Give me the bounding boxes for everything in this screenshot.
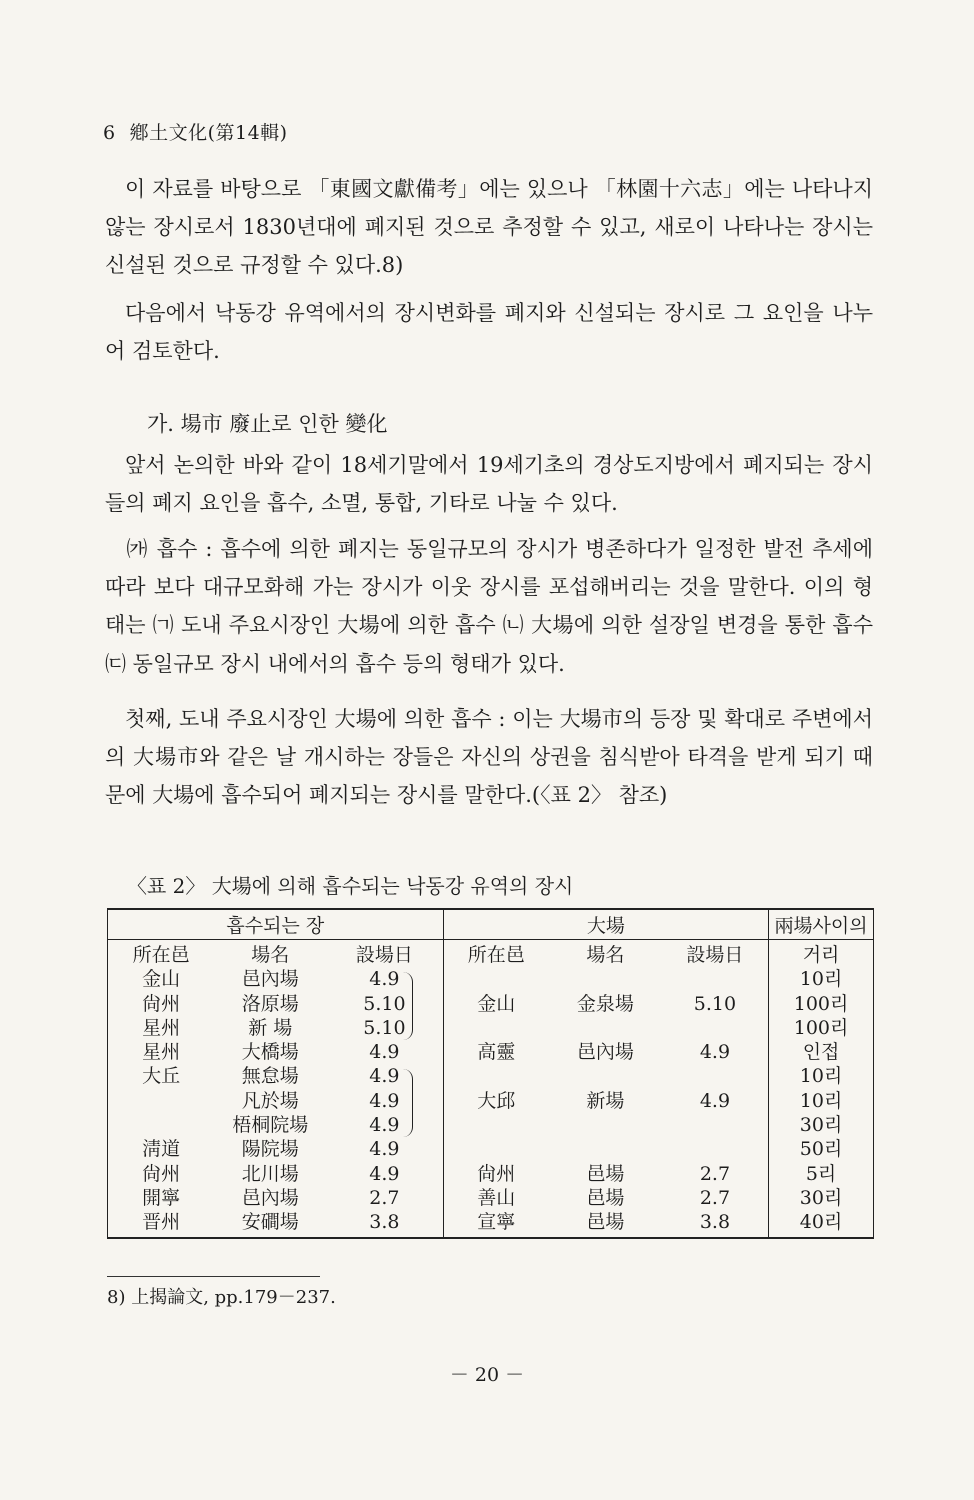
col-absorbed-name (214, 940, 326, 1238)
table-cell: 宣寧 (477, 1211, 516, 1234)
table-cell: 善山 (477, 1186, 516, 1209)
table-cell: 邑內場 (241, 968, 299, 991)
table-cell: 邑場 (586, 1186, 625, 1209)
table-cell (662, 967, 768, 991)
column-subheader: 設場日 (686, 944, 744, 966)
table-cell (549, 1137, 662, 1161)
header-absorbed: 흡수되는 장 (108, 909, 444, 940)
table-cell: 大邱 (477, 1089, 516, 1112)
table-cell: 100리 (793, 992, 849, 1015)
table-cell (108, 1089, 214, 1113)
table-cell (108, 1113, 214, 1137)
table-cell (444, 1113, 549, 1137)
table-cell: 10리 (799, 1065, 843, 1088)
table-cell: 인접 (802, 1041, 840, 1064)
col-big-name (549, 940, 662, 1238)
col-absorbed-town (108, 940, 215, 1238)
running-header (103, 118, 288, 145)
table-cell (662, 1113, 768, 1137)
table-cell: 4.9 (369, 1065, 400, 1088)
column-subheader: 거리 (802, 944, 840, 966)
paragraph-4: ㈎ 흡수 : 흡수에 의한 폐지는 동일규모의 장시가 병존하다가 일정한 발전 추세에 따라 보다 대규모화해 가는 장시가 이웃 장시를 포섭해버리는 것을 말한다. 이의 형태는 ㈀ 도내 주요시장인 大場에 의한 흡수 ㈁ 大場에 의한 설장일 변경을 통한 흡수 ㈂ 동일규모 장시 내에서의 흡수 등의 형태가 있다. (105, 537, 873, 676)
table-cell (549, 1064, 662, 1088)
column-subheader: 場名 (251, 944, 290, 966)
table-cell (662, 1137, 768, 1161)
table-cell: 4.9 (369, 1138, 400, 1161)
section-title: 가. 場市 廢止로 인한 變化 (147, 412, 388, 436)
table-cell: 陽院場 (241, 1138, 299, 1161)
header-big-market: 大場 (443, 909, 769, 940)
table-cell (444, 1137, 549, 1161)
table-cell: 邑場 (586, 1211, 625, 1234)
brace-group-1 (402, 972, 413, 1040)
table-cell: 金山 (142, 968, 181, 991)
table-cell (444, 1064, 549, 1088)
table-cell (444, 967, 549, 991)
table-cell: 星州 (142, 1016, 181, 1039)
paragraph-2: 다음에서 낙동강 유역에서의 장시변화를 폐지와 신설되는 장시로 그 요인을 나누어 검토한다. (105, 301, 873, 364)
table-cell: 北川場 (241, 1162, 299, 1185)
table-cell: 5리 (805, 1162, 837, 1185)
table-cell: 4.9 (369, 1089, 400, 1112)
table-cell: 安磵場 (241, 1211, 299, 1234)
column-subheader: 設場日 (355, 944, 413, 966)
table-cell: 40리 (799, 1211, 843, 1234)
paragraph-1: 이 자료를 바탕으로 「東國文獻備考」에는 있으나 「林園十六志」에는 나타나지 않는 장시로서 1830년대에 폐지된 것으로 추정할 수 있고, 새로이 나타나는 장시는 신설된 것으로 규정할 수 있다.8) (105, 177, 873, 278)
paragraph-3: 앞서 논의한 바와 같이 18세기말에서 19세기초의 경상도지방에서 폐지되는 장시들의 폐지 요인을 흡수, 소멸, 통합, 기타로 나눌 수 있다. (105, 453, 873, 516)
table-cell: 10리 (799, 1089, 843, 1112)
table-cell: 4.9 (699, 1089, 731, 1112)
table-cell (549, 1016, 662, 1040)
table-cell: 高靈 (477, 1041, 516, 1064)
header-page-number: 6 (103, 122, 116, 144)
table-cell (662, 1064, 768, 1088)
table-cell: 4.9 (369, 1162, 400, 1185)
table-cell: 30리 (799, 1186, 843, 1209)
paragraph-5: 첫째, 도내 주요시장인 大場에 의한 흡수 : 이는 大場市의 등장 및 확대로 주변에서의 大場市와 같은 날 개시하는 장들은 자신의 상권을 침식받아 타격을 받게 되기 때문에 大場에 흡수되어 폐지되는 장시를 말한다.(〈표 2〉 참조) (105, 707, 873, 808)
table-cell: 5.10 (693, 992, 737, 1015)
journal-title: 鄕土文化(第14輯) (129, 122, 288, 144)
table-cell: 尙州 (142, 1162, 181, 1185)
table-cell: 4.9 (699, 1041, 731, 1064)
table-cell: 金泉場 (576, 992, 634, 1015)
table-cell: 30리 (799, 1114, 843, 1137)
table-cell: 4.9 (369, 968, 400, 991)
table-cell: 4.9 (369, 1114, 400, 1137)
table-cell: 100리 (793, 1016, 849, 1039)
table-cell: 5.10 (363, 1016, 406, 1039)
table-cell: 3.8 (699, 1211, 731, 1234)
table-body-row (108, 940, 874, 1238)
table-cell: 開寧 (142, 1186, 181, 1209)
table-cell: 新場 (586, 1089, 625, 1112)
footnote: 8) 上揭論文, pp.179－237. (107, 1287, 336, 1308)
table-cell: 凡於場 (241, 1089, 299, 1112)
table-cell: 晋州 (142, 1211, 181, 1234)
table-cell: 無怠場 (241, 1065, 299, 1088)
table-cell (662, 1016, 768, 1040)
brace-group-2 (402, 1069, 413, 1137)
table-cell: 邑內場 (576, 1041, 634, 1064)
table-cell (549, 1113, 662, 1137)
table-cell: 洛原場 (241, 992, 299, 1015)
column-subheader: 場名 (586, 944, 625, 966)
table-cell: 大丘 (142, 1065, 181, 1088)
table-cell: 2.7 (699, 1186, 731, 1209)
table-cell: 2.7 (699, 1162, 731, 1185)
table-cell: 尙州 (477, 1162, 516, 1185)
footnote-rule (107, 1276, 320, 1277)
table-cell (549, 967, 662, 991)
table-group-header-row (108, 909, 874, 940)
table-cell: 星州 (142, 1041, 181, 1064)
column-subheader: 所在邑 (132, 944, 190, 966)
table-cell: 邑內場 (241, 1186, 299, 1209)
table-cell: 金山 (477, 992, 516, 1015)
market-table (107, 908, 874, 1239)
table-caption: 〈표 2〉 大場에 의해 흡수되는 낙동강 유역의 장시 (127, 874, 574, 898)
table-cell: 大橋場 (241, 1041, 299, 1064)
col-distance (769, 940, 874, 1238)
header-distance-group: 兩場사이의 (769, 909, 874, 940)
page-number-footer: － 20 － (449, 1364, 525, 1386)
table-cell: 邑場 (586, 1162, 625, 1185)
table-cell: 梧桐院場 (232, 1114, 309, 1137)
col-big-day (662, 940, 769, 1238)
table-cell: 3.8 (369, 1211, 400, 1234)
table-cell: 10리 (799, 968, 843, 991)
table-cell: 新 場 (248, 1016, 293, 1039)
col-big-town (443, 940, 549, 1238)
table-cell: 淸道 (142, 1138, 181, 1161)
table-cell: 尙州 (142, 992, 181, 1015)
col-absorbed-day (326, 940, 443, 1238)
table-cell: 4.9 (369, 1041, 400, 1064)
table-cell: 5.10 (363, 992, 406, 1015)
table-cell: 50리 (799, 1138, 843, 1161)
table-cell (444, 1016, 549, 1040)
column-subheader: 所在邑 (467, 944, 525, 966)
table-cell: 2.7 (369, 1186, 400, 1209)
